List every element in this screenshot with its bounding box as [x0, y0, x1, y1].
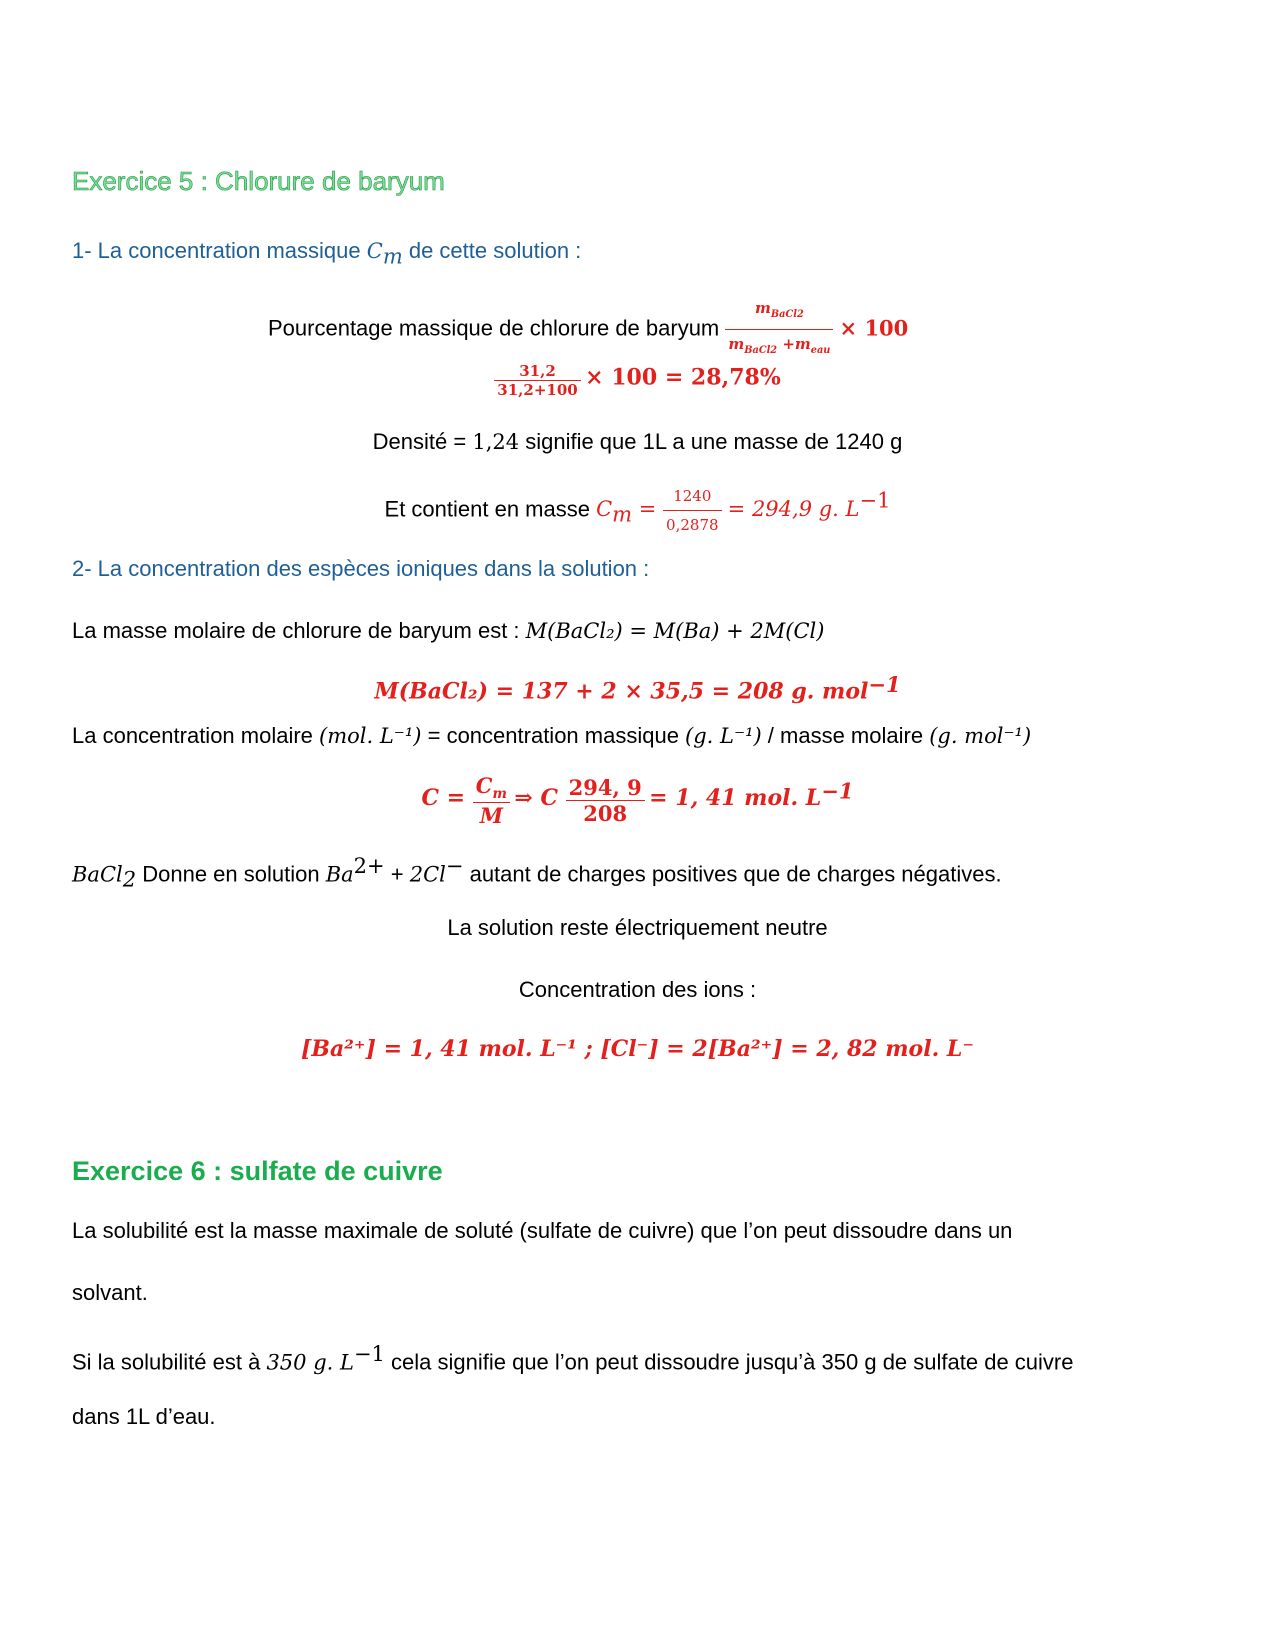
solubility-paragraph-1: La solubilité est la masse maximale de soluté (sulfate de cuivre) que l’on peut dissoudre dans un — [72, 1218, 1013, 1243]
molar-mass-calculation: M(BaCl₂) = 137 + 2 × 35,5 = 208 g. mol$^{-1}$ — [374, 672, 901, 705]
mass-percentage-fraction: $\frac{m_{BaCl2}}{m_{BaCl2} +m_{eau}}$ — [725, 294, 833, 365]
percentage-calculation: $\frac{31,2}{31,2+100}$ × 100 = 28,78% — [0, 362, 1275, 399]
exercise-6-title: Exercice 6 : sulfate de cuivre — [72, 1156, 443, 1186]
mass-percentage-line: Pourcentage massique de chlorure de baryum $\frac{m_{BaCl2}}{m_{BaCl2} +m_{eau}}$ × 100 — [268, 294, 908, 365]
molar-concentration-calculation: C = $\frac{C_m}{M}$ ⇒ C $\frac{294, 9}{208}$ = 1, 41 mol. $L^{-1}$ — [421, 773, 854, 829]
solubility-paragraph-3: Si la solubilité est à 350 g. $L^{-1}$ cela signifie que l’on peut dissoudre jusqu’à 350 g de sulfate de cuivre — [72, 1342, 1074, 1375]
solubility-paragraph-2: solvant. — [72, 1280, 148, 1305]
solubility-paragraph-4: dans 1L d’eau. — [72, 1404, 216, 1429]
mass-concentration-line: Et contient en masse $C_m$ = $\frac{1240}{0,2878}$ = 294,9 g. $L^{-1}$ — [0, 482, 1275, 539]
question-2: 2- La concentration des espèces ioniques dans la solution : — [72, 556, 650, 581]
molar-mass-line: La masse molaire de chlorure de baryum est : M(BaCl₂) = M(Ba) + 2M(Cl) — [72, 618, 825, 643]
exercise-5-title: Exercice 5 : Chlorure de baryum — [72, 166, 445, 196]
ion-concentration-result: [Ba²⁺] = 1, 41 mol. L⁻¹ ; [Cl⁻] = 2[Ba²⁺] = 2, 82 mol. L⁻ — [301, 1036, 974, 1062]
question-1: 1- La concentration massique $C_m$ de cette solution : — [72, 238, 582, 269]
density-line: Densité = 1,24 signifie que 1L a une masse de 1240 g — [372, 429, 903, 454]
neutrality-statement: La solution reste électriquement neutre — [447, 915, 828, 940]
dissociation-line: BaCl$_2$ Donne en solution $Ba^{2+} + 2Cl^-$ autant de charges positives que de charges négatives. — [72, 854, 1002, 892]
ion-concentration-heading: Concentration des ions : — [518, 977, 757, 1002]
molar-concentration-definition: La concentration molaire (mol. L⁻¹) = concentration massique (g. L⁻¹) / masse molaire (g. mol⁻¹) — [72, 723, 1032, 748]
